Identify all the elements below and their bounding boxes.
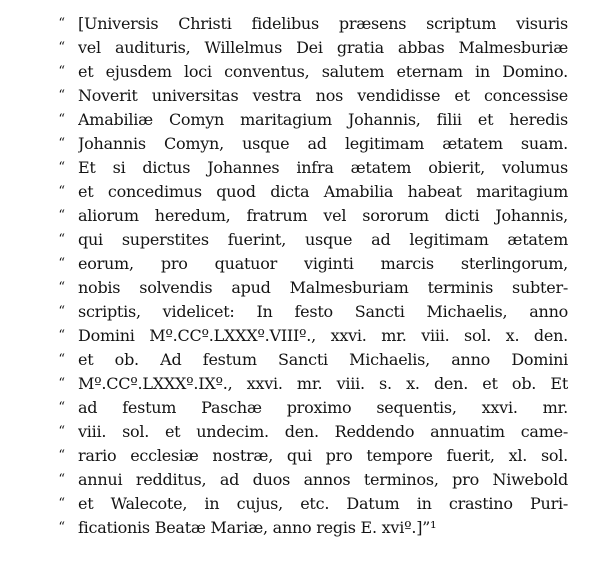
line-text: ficationis Beatæ Mariæ, anno regis E. xviº.]”¹ xyxy=(78,518,437,537)
quote-mark: “ xyxy=(58,112,66,127)
text-line xyxy=(32,132,572,156)
line-text: ad festum Paschæ proximo sequentis, xxvi. mr. xyxy=(78,398,568,417)
quote-mark: “ xyxy=(58,16,66,31)
line-text: vel audituris, Willelmus Dei gratia abbas Malmesburiæ xyxy=(78,38,568,57)
quote-mark: “ xyxy=(58,280,66,295)
quote-mark: “ xyxy=(58,400,66,415)
text-line xyxy=(32,372,572,396)
line-text: Domini Mº.CCº.LXXXº.VIIIº., xxvi. mr. viii. sol. x. den. xyxy=(78,326,568,345)
line-text: et Walecote, in cujus, etc. Datum in crastino Puri- xyxy=(78,494,568,513)
line-text: Mº.CCº.LXXXº.IXº., xxvi. mr. viii. s. x. den. et ob. Et xyxy=(78,374,568,393)
text-line xyxy=(32,492,572,516)
line-text: Johannis Comyn, usque ad legitimam ætatem suam. xyxy=(78,134,568,153)
text-line xyxy=(32,108,572,132)
line-text: et ob. Ad festum Sancti Michaelis, anno Domini xyxy=(78,350,568,369)
quote-mark: “ xyxy=(58,136,66,151)
line-text: eorum, pro quatuor viginti marcis sterlingorum, xyxy=(78,254,568,273)
text-line xyxy=(32,468,572,492)
line-text: et concedimus quod dicta Amabilia habeat maritagium xyxy=(78,182,568,201)
quote-mark: “ xyxy=(58,208,66,223)
quote-mark: “ xyxy=(58,472,66,487)
text-line xyxy=(32,300,572,324)
text-line xyxy=(32,84,572,108)
line-text: [Universis Christi fidelibus præsens scriptum visuris xyxy=(78,14,568,33)
quote-mark: “ xyxy=(58,352,66,367)
text-line xyxy=(32,12,572,36)
text-line xyxy=(32,180,572,204)
text-line xyxy=(32,36,572,60)
text-line xyxy=(32,204,572,228)
text-line xyxy=(32,420,572,444)
line-text: Noverit universitas vestra nos vendidisse et concessise xyxy=(78,86,568,105)
quote-mark: “ xyxy=(58,40,66,55)
text-line xyxy=(32,276,572,300)
quote-mark: “ xyxy=(58,376,66,391)
text-line xyxy=(32,156,572,180)
text-line xyxy=(32,324,572,348)
quote-mark: “ xyxy=(58,424,66,439)
line-text: qui superstites fuerint, usque ad legitimam ætatem xyxy=(78,230,568,249)
text-line xyxy=(32,348,572,372)
quote-mark: “ xyxy=(58,160,66,175)
quote-mark: “ xyxy=(58,496,66,511)
line-text: Et si dictus Johannes infra ætatem obierit, volumus xyxy=(78,158,568,177)
text-line xyxy=(32,396,572,420)
quote-mark: “ xyxy=(58,232,66,247)
text-line xyxy=(32,516,572,540)
line-text: Amabiliæ Comyn maritagium Johannis, filii et heredis xyxy=(78,110,568,129)
quote-mark: “ xyxy=(58,328,66,343)
line-text: scriptis, videlicet: In festo Sancti Michaelis, anno xyxy=(78,302,568,321)
line-text: nobis solvendis apud Malmesburiam terminis subter- xyxy=(78,278,568,297)
text-line xyxy=(32,228,572,252)
line-text: et ejusdem loci conventus, salutem eternam in Domino. xyxy=(78,62,568,81)
line-text: rario ecclesiæ nostræ, qui pro tempore fuerit, xl. sol. xyxy=(78,446,568,465)
quote-mark: “ xyxy=(58,64,66,79)
line-text: viii. sol. et undecim. den. Reddendo annuatim came- xyxy=(78,422,568,441)
quote-mark: “ xyxy=(58,448,66,463)
quote-mark: “ xyxy=(58,304,66,319)
quote-mark: “ xyxy=(58,256,66,271)
line-text: aliorum heredum, fratrum vel sororum dicti Johannis, xyxy=(78,206,568,225)
text-line xyxy=(32,252,572,276)
quote-mark: “ xyxy=(58,88,66,103)
quote-mark: “ xyxy=(58,520,66,535)
text-line xyxy=(32,444,572,468)
text-line xyxy=(32,60,572,84)
quote-mark: “ xyxy=(58,184,66,199)
line-text: annui redditus, ad duos annos terminos, pro Niwebold xyxy=(78,470,568,489)
